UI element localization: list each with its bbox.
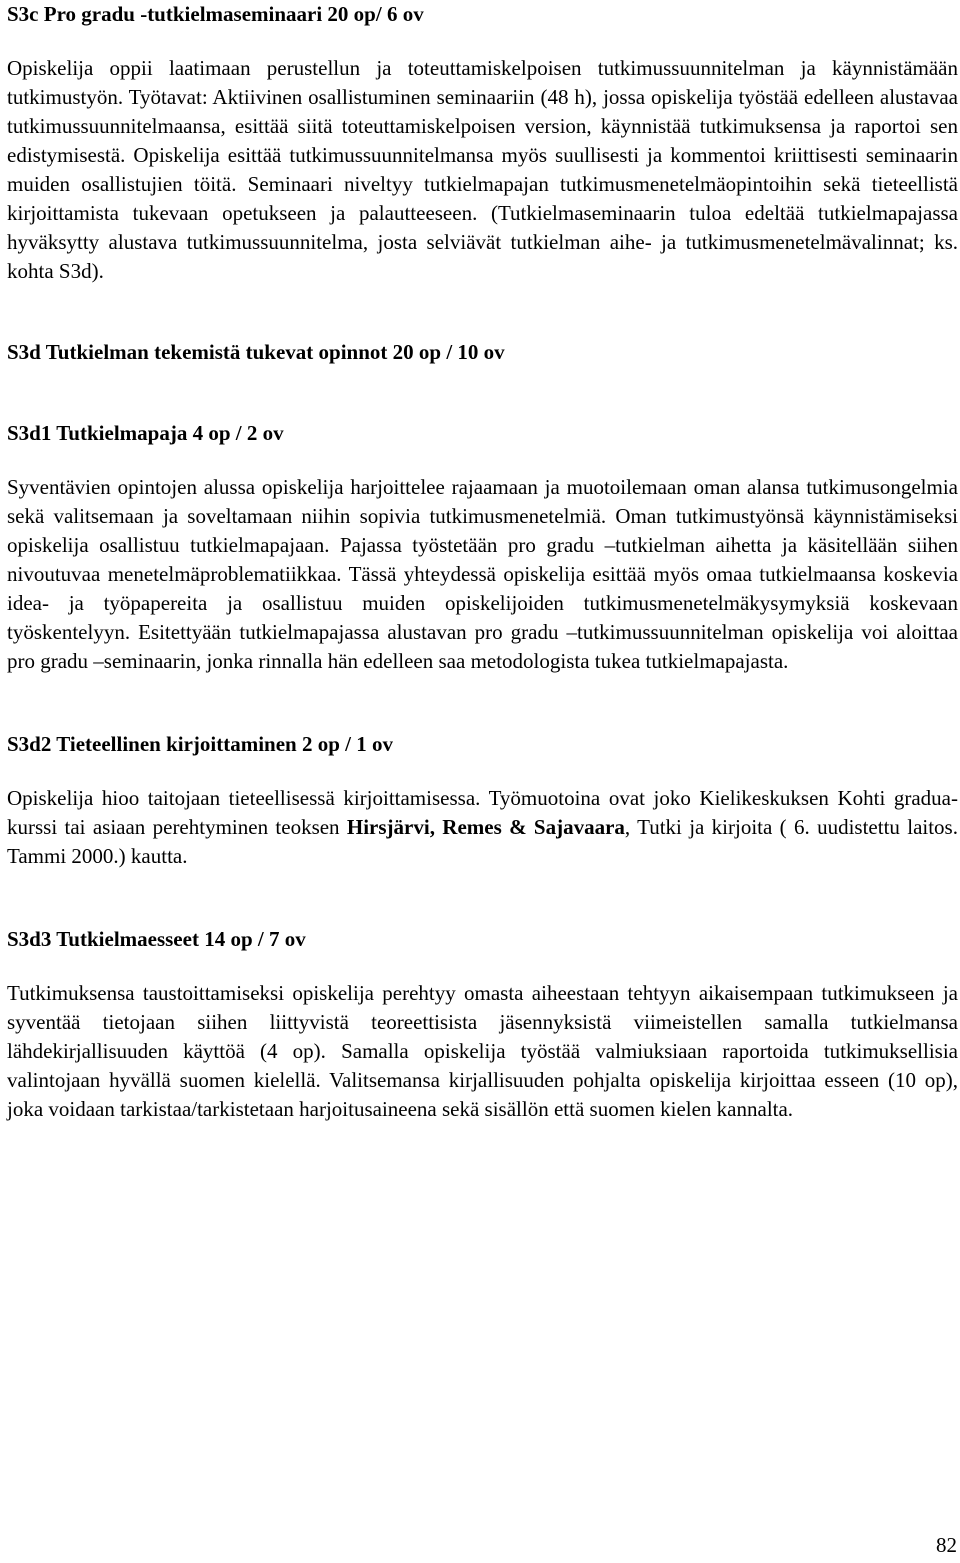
- section-body-s3d1: Syventävien opintojen alussa opiskelija harjoittelee rajaamaan ja muotoilemaan oman alansa tutkimusongelmia sekä valitsemaan ja soveltamaan niihin sopivia tutkimusmenetelmiä. Oman tutkimustyönsä käynnistämiseksi opiskelija osallistuu tutkielmapajaan. Pajassa työstetään pro gradu –tutkielman aihetta ja käsitellään siihen nivoutuvaa menetelmäproblematiikkaa. Tässä yhteydessä opiskelija esittää myös omaa tutkielmaansa koskevia idea- ja työpapereita ja osallistuu muiden opiskelijoiden tutkimusmenetelmäkysymyksiä koskevaan työskentelyyn. Esitettyään tutkielmapajassa alustavan pro gradu –tutkimussuunnitelman opiskelija voi aloittaa pro gradu –seminaarin, jonka rinnalla hän edelleen saa metodologista tukea tutkielmapajasta.: [7, 475, 958, 673]
- section-heading-s3d2: S3d2 Tieteellinen kirjoittaminen 2 op / 1 ov: [7, 732, 393, 756]
- s3d2-body-end: , Tutki ja kirjoita ( 6. uudistettu laitos. Tammi 2000.) kautta.: [7, 815, 958, 868]
- section-body-s3c: Opiskelija oppii laatimaan perustellun ja toteuttamiskelpoisen tutkimussuunnitelman ja käynnistämään tutkimustyön. Työtavat: Aktiivinen osallistuminen seminaariin (48 h), jossa opiskelija työstää edelleen alustavaa tutkimussuunnitelmaansa, esittää siitä toteuttamiskelpoisen version, käynnistää tutkimuksensa ja raportoi sen edistymisestä. Opiskelija esittää tutkimussuunnitelmansa myös suullisesti ja kommentoi kriittisesti seminaarin muiden osallistujien töitä. Seminaari niveltyy tutkielmapajan tutkimusmenetelmäopintoihin sekä tieteellistä kirjoittamista tukevaan opetukseen ja palautteeseen. (Tutkielmaseminaarin tuloa edeltää tutkielmapajassa hyväksytty alustava tutkimussuunnitelma, josta selviävät tutkielman aihe- ja tutkimusmenetelmävalinnat; ks. kohta S3d).: [7, 56, 958, 283]
- section-body-s3d2: [7, 784, 958, 871]
- section-heading-s3d: S3d Tutkielman tekemistä tukevat opinnot 20 op / 10 ov: [7, 340, 505, 364]
- section-heading-s3d1: S3d1 Tutkielmapaja 4 op / 2 ov: [7, 421, 284, 445]
- s3d2-body-start: Opiskelija hioo taitojaan tieteellisessä kirjoittamisessa. Työmuotoina ovat joko Kielikeskuksen Kohti gradua- kurssi tai asiaan perehtyminen teoksen: [7, 786, 958, 839]
- section-body-s3d3: Tutkimuksensa taustoittamiseksi opiskelija perehtyy omasta aiheestaan tehtyyn aikaisempaan tutkimukseen ja syventää tietojaan siihen liittyvistä teoreettisista jäsennyksistä viimeistellen samalla tutkielmansa lähdekirjallisuuden käyttöä (4 op). Samalla opiskelija työstää valmiuksiaan raportoida tutkimuksellisia valintojaan hyvällä suomen kielellä. Valitsemansa kirjallisuuden pohjalta opiskelija kirjoittaa esseen (10 op), joka voidaan tarkistaa/tarkistetaan harjoitusaineena sekä sisällön että suomen kielen kannalta.: [7, 981, 958, 1121]
- s3d2-book-authors: Hirsjärvi, Remes & Sajavaara: [346, 815, 625, 839]
- section-heading-s3d3: S3d3 Tutkielmaesseet 14 op / 7 ov: [7, 927, 306, 951]
- page-number: 82: [936, 1533, 957, 1557]
- section-heading-s3c: S3c Pro gradu -tutkielmaseminaari 20 op/ 6 ov: [7, 2, 424, 26]
- document-page: [7, 0, 958, 1124]
